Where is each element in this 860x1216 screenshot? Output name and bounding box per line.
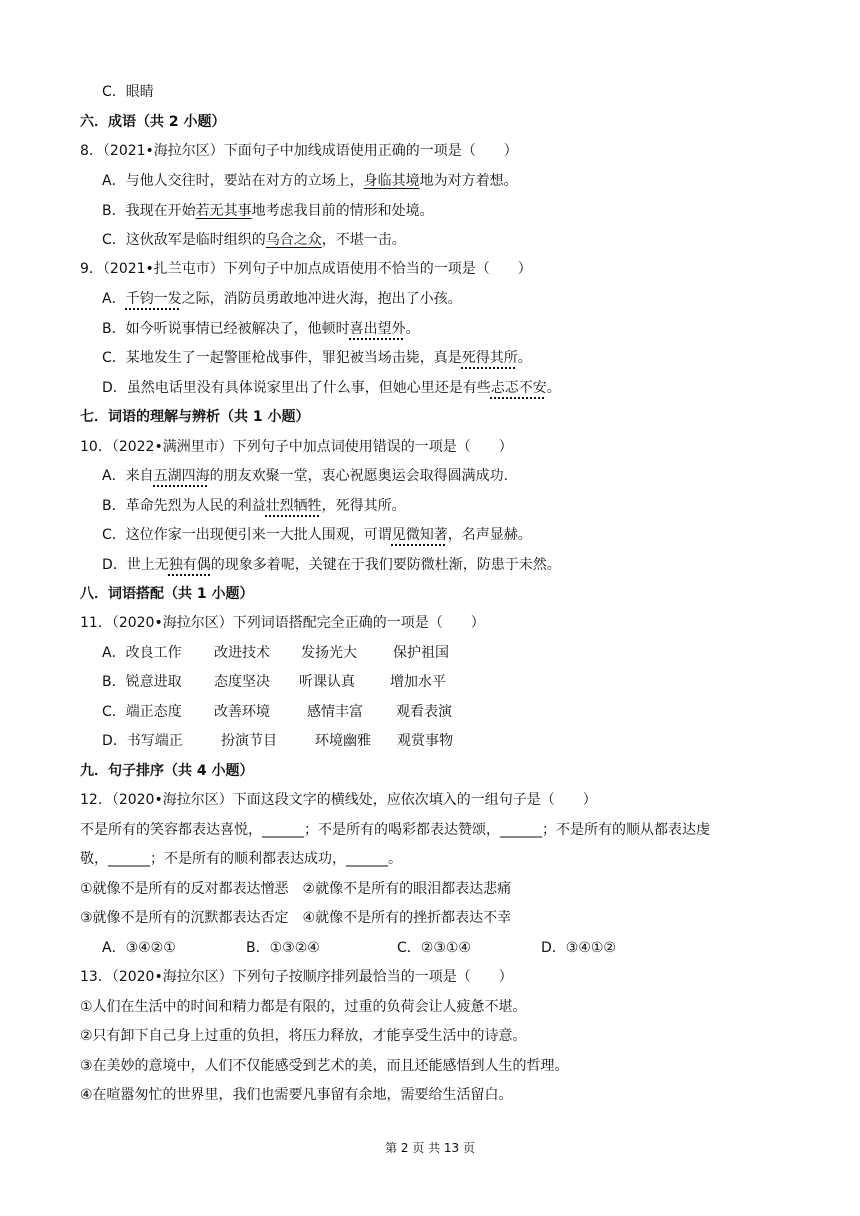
collocation-item: B．锐意进取 xyxy=(102,674,182,690)
answer-option: B．①③②④ xyxy=(246,940,320,956)
q13-sentence-3: ③在美妙的意境中，人们不仅能感受到艺术的美，而且还能感悟到人生的哲理。 xyxy=(80,1058,569,1074)
answer-option: C．②③①④ xyxy=(397,940,471,956)
question-12: 12．（2020•海拉尔区）下面这段文字的横线处，应依次填入的一组句子是（ ） xyxy=(80,792,597,808)
section-heading-sentence-order: 九．句子排序（共 4 小题） xyxy=(80,763,254,779)
collocation-item: 保护祖国 xyxy=(393,645,449,661)
answer-option: A．③④②① xyxy=(102,940,176,956)
collocation-item: 观赏事物 xyxy=(397,733,453,749)
collocation-item: 改进技术 xyxy=(214,645,270,661)
q9-option-a: A．千钧一发之际，消防员勇敢地冲进火海，抱出了小孩。 xyxy=(102,291,462,307)
q11-option-c xyxy=(102,702,452,722)
q13-sentence-1: ①人们在生活中的时间和精力都是有限的，过重的负荷会让人疲惫不堪。 xyxy=(80,999,527,1015)
collocation-item: 感情丰富 xyxy=(307,704,363,720)
q9-option-c: C．某地发生了一起警匪枪战事件，罪犯被当场击毙，真是死得其所。 xyxy=(102,350,532,366)
q8-option-c: C．这伙敌军是临时组织的乌合之众，不堪一击。 xyxy=(102,232,406,248)
q12-passage-line-1: 不是所有的笑容都表达喜悦，______；不是所有的喝彩都表达赞颂，______；不是所有的顺从都表达虔 xyxy=(80,822,710,838)
question-9: 9．（2021•扎兰屯市）下列句子中加点成语使用不恰当的一项是（ ） xyxy=(80,261,532,277)
collocation-item: D．书写端正 xyxy=(102,733,183,749)
answer-option: D．③④①② xyxy=(541,940,616,956)
q9-option-b: B．如今听说事情已经被解决了，他顿时喜出望外。 xyxy=(102,321,420,337)
q13-sentence-2: ②只有卸下自己身上过重的负担，将压力释放，才能享受生活中的诗意。 xyxy=(80,1028,527,1044)
q11-option-d xyxy=(102,731,453,751)
option-c-eyes: C．眼睛 xyxy=(102,84,154,100)
section-heading-collocation: 八．词语搭配（共 1 小题） xyxy=(80,586,254,602)
q10-option-d: D．世上无独有偶的现象多着呢，关键在于我们要防微杜渐，防患于未然。 xyxy=(102,557,561,573)
q10-option-b: B．革命先烈为人民的利益壮烈牺牲，死得其所。 xyxy=(102,498,406,514)
collocation-item: 增加水平 xyxy=(390,674,446,690)
collocation-item: 改善环境 xyxy=(214,704,270,720)
q12-choices-line-1: ①就像不是所有的反对都表达憎恶 ②就像不是所有的眼泪都表达悲痛 xyxy=(80,881,512,897)
question-13: 13．（2020•海拉尔区）下列句子按顺序排列最恰当的一项是（ ） xyxy=(80,969,513,985)
question-10: 10．（2022•满洲里市）下列句子中加点词使用错误的一项是（ ） xyxy=(80,439,513,455)
q12-answer-options xyxy=(102,938,616,958)
collocation-item: 观看表演 xyxy=(396,704,452,720)
collocation-item: 听课认真 xyxy=(299,674,355,690)
q10-option-a: A．来自五湖四海的朋友欢聚一堂，衷心祝愿奥运会取得圆满成功. xyxy=(102,468,509,484)
section-heading-idioms: 六．成语（共 2 小题） xyxy=(80,114,226,130)
q8-option-a: A．与他人交往时，要站在对方的立场上，身临其境地为对方着想。 xyxy=(102,173,518,189)
q11-option-b xyxy=(102,672,446,692)
q9-option-d: D．虽然电话里没有具体说家里出了什么事，但她心里还是有些忐忑不安。 xyxy=(102,380,561,396)
q10-option-c: C．这位作家一出现便引来一大批人围观，可谓见微知著，名声显赫。 xyxy=(102,527,532,543)
question-8: 8．（2021•海拉尔区）下面句子中加线成语使用正确的一项是（ ） xyxy=(80,143,518,159)
collocation-item: 环境幽雅 xyxy=(315,733,371,749)
q13-sentence-4: ④在喧嚣匆忙的世界里，我们也需要凡事留有余地，需要给生活留白。 xyxy=(80,1087,513,1103)
collocation-item: 扮演节目 xyxy=(221,733,277,749)
collocation-item: A．改良工作 xyxy=(102,645,182,661)
section-heading-word-analysis: 七．词语的理解与辨析（共 1 小题） xyxy=(80,409,310,425)
page-footer: 第 2 页 共 13 页 xyxy=(385,1141,475,1155)
collocation-item: C．端正态度 xyxy=(102,704,182,720)
collocation-item: 发扬光大 xyxy=(301,645,357,661)
q12-passage-line-2: 敬，______；不是所有的顺利都表达成功，______。 xyxy=(80,851,402,867)
q12-choices-line-2: ③就像不是所有的沉默都表达否定 ④就像不是所有的挫折都表达不幸 xyxy=(80,910,512,926)
collocation-item: 态度坚决 xyxy=(214,674,270,690)
question-11: 11．（2020•海拉尔区）下列词语搭配完全正确的一项是（ ） xyxy=(80,615,485,631)
q8-option-b: B．我现在开始若无其事地考虑我目前的情形和处境。 xyxy=(102,203,434,219)
q11-option-a xyxy=(102,643,449,663)
